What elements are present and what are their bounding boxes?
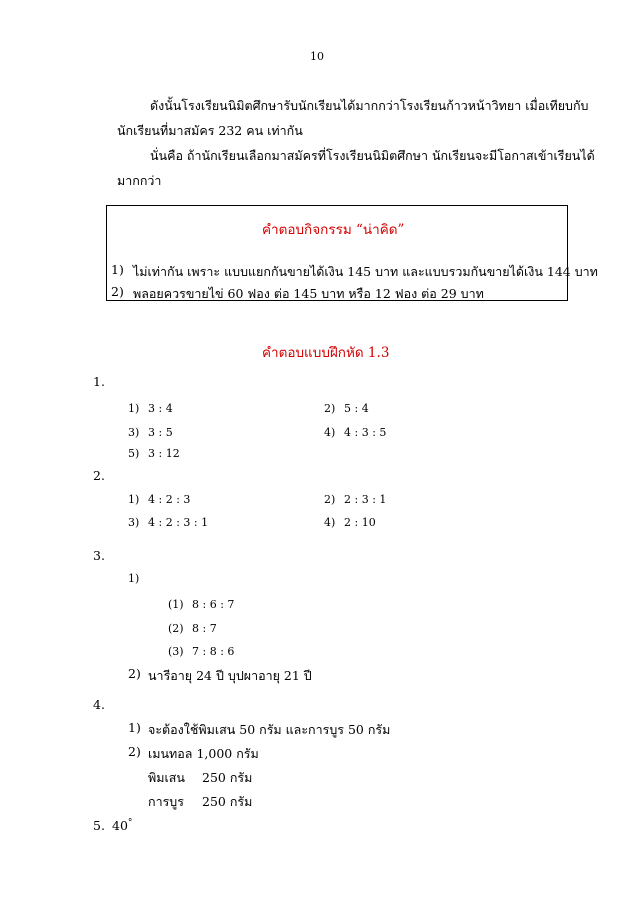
q2-answer-3-text: 4 : 2 : 3 : 1 <box>148 516 209 529</box>
q5-value: 40 <box>112 818 128 834</box>
q1-answer-5-text: 3 : 12 <box>148 447 180 460</box>
intro-line-3: นั่นคือ ถ้านักเรียนเลือกมาสมัครที่โรงเรียนนิมิตศึกษา นักเรียนจะมีโอกาสเข้าเรียนได้ <box>150 148 595 163</box>
page-number: 10 <box>310 50 324 63</box>
q1-answer-3-text: 3 : 5 <box>148 426 173 439</box>
q2-answer-4-text: 2 : 10 <box>344 516 376 529</box>
q2-answer-2-num: 2) <box>324 493 336 506</box>
intro-line-1: ดังนั้นโรงเรียนนิมิตศึกษารับนักเรียนได้มากกว่าโรงเรียนก้าวหน้าวิทยา เมื่อเทียบกับ <box>150 98 589 113</box>
q5-degree-symbol: ° <box>127 818 133 828</box>
q2-answer-1-num: 1) <box>128 493 140 506</box>
q2-answer-4-num: 4) <box>324 516 336 529</box>
q3-sub-2-num: (2) <box>168 622 184 635</box>
q5-number: 5. <box>93 818 105 833</box>
q4-row-2-value: 250 กรัม <box>202 794 253 809</box>
q4-part-2-text: เมนทอล 1,000 กรัม <box>148 746 259 761</box>
q4-part-1-text: จะต้องใช้พิมเสน 50 กรัม และการบูร 50 กรัม <box>148 722 391 737</box>
q3-part-2-num: 2) <box>128 666 141 681</box>
q4-number: 4. <box>93 697 105 712</box>
q3-sub-3-text: 7 : 8 : 6 <box>192 645 235 658</box>
intro-line-4: มากกว่า <box>117 173 162 188</box>
q1-answer-4-num: 4) <box>324 426 336 439</box>
q1-number: 1. <box>93 374 105 389</box>
q3-number: 3. <box>93 548 105 563</box>
exercise-title: คำตอบแบบฝึกหัด 1.3 <box>262 345 390 361</box>
activity-item-2-text: พลอยควรขายไข่ 60 ฟอง ต่อ 145 บาท หรือ 12 ฟอง ต่อ 29 บาท <box>133 286 484 301</box>
q4-part-1-num: 1) <box>128 720 141 735</box>
q4-row-2-label: การบูร <box>148 794 184 809</box>
q3-sub-3-num: (3) <box>168 645 184 658</box>
q1-answer-1-num: 1) <box>128 402 140 415</box>
intro-line-2: นักเรียนที่มาสมัคร 232 คน เท่ากัน <box>117 123 303 138</box>
q1-answer-5-num: 5) <box>128 447 140 460</box>
q2-number: 2. <box>93 468 105 483</box>
q2-answer-1-text: 4 : 2 : 3 <box>148 493 191 506</box>
q1-answer-2-text: 5 : 4 <box>344 402 369 415</box>
q3-sub-2-text: 8 : 7 <box>192 622 217 635</box>
q2-answer-2-text: 2 : 3 : 1 <box>344 493 387 506</box>
q4-row-1-value: 250 กรัม <box>202 770 253 785</box>
q1-answer-4-text: 4 : 3 : 5 <box>344 426 387 439</box>
activity-item-1-text: ไม่เท่ากัน เพราะ แบบแยกกันขายได้เงิน 145 บาท และแบบรวมกันขายได้เงิน 144 บาท <box>133 264 598 279</box>
q3-part-1-num: 1) <box>128 572 140 585</box>
q3-sub-1-text: 8 : 6 : 7 <box>192 598 235 611</box>
activity-box-title: คำตอบกิจกรรม “น่าคิด” <box>262 222 405 238</box>
q4-part-2-num: 2) <box>128 744 141 759</box>
q5-answer <box>112 818 132 833</box>
q3-part-2-text: นารีอายุ 24 ปี บุปผาอายุ 21 ปี <box>148 668 312 683</box>
q3-sub-1-num: (1) <box>168 598 184 611</box>
activity-item-1-num: 1) <box>111 262 124 277</box>
q1-answer-1-text: 3 : 4 <box>148 402 173 415</box>
q4-row-1-label: พิมเสน <box>148 770 185 785</box>
activity-item-2-num: 2) <box>111 284 124 299</box>
q1-answer-3-num: 3) <box>128 426 140 439</box>
q2-answer-3-num: 3) <box>128 516 140 529</box>
q1-answer-2-num: 2) <box>324 402 336 415</box>
